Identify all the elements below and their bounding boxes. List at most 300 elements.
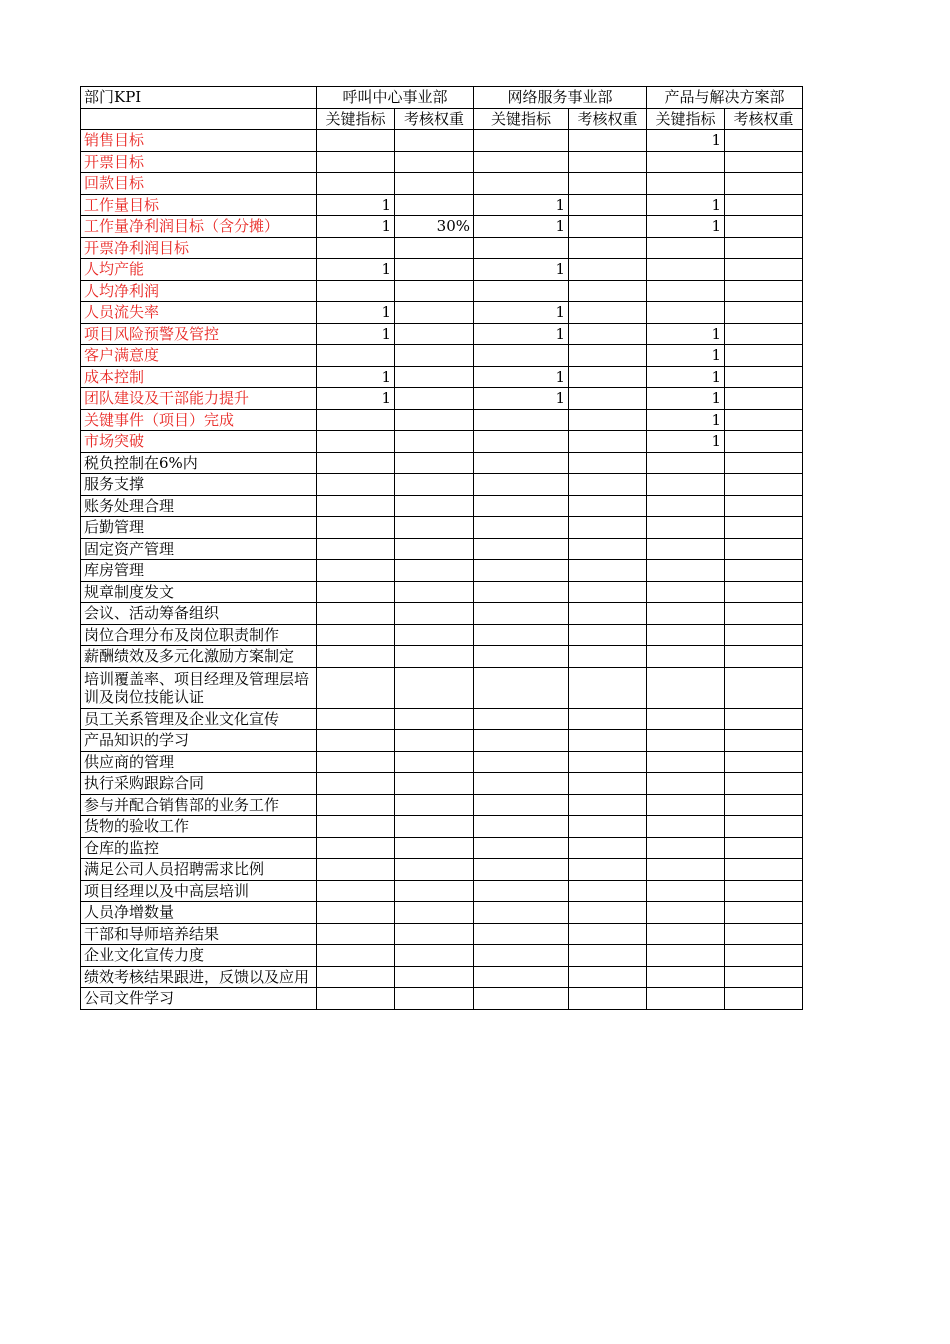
kpi-label: 后勤管理 bbox=[81, 517, 317, 539]
kpi-value-cell bbox=[317, 816, 395, 838]
kpi-value-cell bbox=[395, 837, 474, 859]
kpi-value-cell bbox=[569, 880, 647, 902]
kpi-value-cell bbox=[395, 194, 474, 216]
table-row bbox=[81, 151, 803, 173]
kpi-value-cell bbox=[569, 794, 647, 816]
kpi-value-cell bbox=[725, 366, 803, 388]
kpi-value-cell bbox=[395, 409, 474, 431]
kpi-value-cell bbox=[395, 816, 474, 838]
kpi-value-cell: 1 bbox=[317, 388, 395, 410]
kpi-value-cell bbox=[725, 581, 803, 603]
kpi-value-cell bbox=[395, 988, 474, 1010]
kpi-value-cell bbox=[395, 495, 474, 517]
table-row bbox=[81, 902, 803, 924]
kpi-value-cell bbox=[395, 902, 474, 924]
kpi-value-cell bbox=[647, 538, 725, 560]
kpi-value-cell bbox=[647, 708, 725, 730]
kpi-label: 公司文件学习 bbox=[81, 988, 317, 1010]
table-row bbox=[81, 130, 803, 152]
kpi-value-cell: 1 bbox=[474, 259, 569, 281]
kpi-value-cell bbox=[647, 603, 725, 625]
kpi-value-cell bbox=[395, 452, 474, 474]
table-row bbox=[81, 474, 803, 496]
kpi-value-cell bbox=[569, 773, 647, 795]
kpi-value-cell bbox=[569, 259, 647, 281]
table-row bbox=[81, 603, 803, 625]
kpi-value-cell bbox=[317, 751, 395, 773]
kpi-value-cell bbox=[725, 237, 803, 259]
kpi-value-cell bbox=[317, 624, 395, 646]
kpi-value-cell bbox=[569, 474, 647, 496]
kpi-value-cell bbox=[725, 517, 803, 539]
kpi-value-cell bbox=[647, 259, 725, 281]
kpi-value-cell: 1 bbox=[317, 194, 395, 216]
table-row bbox=[81, 538, 803, 560]
kpi-value-cell bbox=[647, 624, 725, 646]
kpi-value-cell bbox=[395, 603, 474, 625]
kpi-label: 岗位合理分布及岗位职责制作 bbox=[81, 624, 317, 646]
subheader-key-indicator: 关键指标 bbox=[647, 108, 725, 130]
kpi-value-cell bbox=[647, 859, 725, 881]
kpi-value-cell bbox=[474, 538, 569, 560]
kpi-label: 服务支撑 bbox=[81, 474, 317, 496]
kpi-value-cell bbox=[317, 667, 395, 708]
kpi-value-cell bbox=[395, 646, 474, 668]
kpi-value-cell bbox=[569, 837, 647, 859]
kpi-value-cell bbox=[474, 773, 569, 795]
kpi-value-cell bbox=[725, 730, 803, 752]
table-row bbox=[81, 646, 803, 668]
kpi-value-cell bbox=[569, 388, 647, 410]
kpi-value-cell bbox=[395, 237, 474, 259]
kpi-value-cell bbox=[395, 388, 474, 410]
kpi-value-cell bbox=[395, 302, 474, 324]
kpi-value-cell: 1 bbox=[647, 388, 725, 410]
kpi-value-cell bbox=[647, 280, 725, 302]
kpi-value-cell bbox=[647, 730, 725, 752]
kpi-value-cell bbox=[395, 517, 474, 539]
kpi-value-cell: 1 bbox=[317, 302, 395, 324]
kpi-label: 工作量目标 bbox=[81, 194, 317, 216]
kpi-value-cell bbox=[569, 667, 647, 708]
kpi-label: 企业文化宣传力度 bbox=[81, 945, 317, 967]
kpi-table-body bbox=[81, 87, 803, 1010]
table-row bbox=[81, 517, 803, 539]
kpi-value-cell bbox=[725, 794, 803, 816]
kpi-label: 员工关系管理及企业文化宣传 bbox=[81, 708, 317, 730]
kpi-value-cell: 1 bbox=[474, 216, 569, 238]
kpi-value-cell bbox=[317, 452, 395, 474]
kpi-value-cell bbox=[647, 773, 725, 795]
kpi-value-cell: 1 bbox=[647, 345, 725, 367]
kpi-label: 货物的验收工作 bbox=[81, 816, 317, 838]
kpi-value-cell bbox=[725, 923, 803, 945]
kpi-value-cell bbox=[569, 816, 647, 838]
kpi-label: 账务处理合理 bbox=[81, 495, 317, 517]
table-row bbox=[81, 495, 803, 517]
kpi-value-cell bbox=[725, 773, 803, 795]
kpi-value-cell bbox=[317, 151, 395, 173]
kpi-label: 开票目标 bbox=[81, 151, 317, 173]
kpi-value-cell bbox=[569, 130, 647, 152]
kpi-value-cell bbox=[474, 474, 569, 496]
kpi-value-cell bbox=[474, 880, 569, 902]
kpi-label: 会议、活动筹备组织 bbox=[81, 603, 317, 625]
kpi-value-cell bbox=[395, 708, 474, 730]
kpi-value-cell bbox=[725, 837, 803, 859]
kpi-value-cell bbox=[474, 517, 569, 539]
kpi-value-cell bbox=[395, 151, 474, 173]
kpi-value-cell bbox=[474, 345, 569, 367]
kpi-label: 绩效考核结果跟进，反馈以及应用 bbox=[81, 966, 317, 988]
kpi-value-cell bbox=[395, 130, 474, 152]
kpi-value-cell bbox=[725, 409, 803, 431]
kpi-value-cell bbox=[317, 988, 395, 1010]
kpi-value-cell bbox=[647, 923, 725, 945]
kpi-value-cell bbox=[569, 538, 647, 560]
kpi-value-cell bbox=[647, 837, 725, 859]
table-row bbox=[81, 730, 803, 752]
kpi-value-cell bbox=[317, 581, 395, 603]
table-row bbox=[81, 945, 803, 967]
kpi-value-cell: 1 bbox=[647, 194, 725, 216]
kpi-value-cell bbox=[725, 560, 803, 582]
kpi-value-cell bbox=[317, 130, 395, 152]
kpi-value-cell bbox=[647, 474, 725, 496]
kpi-value-cell bbox=[725, 302, 803, 324]
kpi-value-cell bbox=[725, 945, 803, 967]
kpi-value-cell bbox=[647, 646, 725, 668]
kpi-value-cell bbox=[725, 751, 803, 773]
kpi-value-cell: 1 bbox=[647, 130, 725, 152]
kpi-value-cell bbox=[725, 474, 803, 496]
table-row bbox=[81, 988, 803, 1010]
kpi-value-cell bbox=[317, 902, 395, 924]
kpi-value-cell bbox=[474, 173, 569, 195]
kpi-value-cell bbox=[474, 945, 569, 967]
kpi-value-cell bbox=[569, 751, 647, 773]
kpi-value-cell bbox=[569, 945, 647, 967]
kpi-label: 项目风险预警及管控 bbox=[81, 323, 317, 345]
kpi-value-cell bbox=[569, 173, 647, 195]
table-row bbox=[81, 452, 803, 474]
kpi-value-cell bbox=[474, 280, 569, 302]
kpi-label: 规章制度发文 bbox=[81, 581, 317, 603]
kpi-value-cell bbox=[317, 345, 395, 367]
table-title: 部门KPI bbox=[81, 87, 317, 109]
kpi-value-cell: 1 bbox=[647, 409, 725, 431]
kpi-value-cell bbox=[569, 603, 647, 625]
table-row bbox=[81, 409, 803, 431]
table-row bbox=[81, 751, 803, 773]
kpi-value-cell bbox=[317, 538, 395, 560]
kpi-value-cell bbox=[474, 495, 569, 517]
kpi-value-cell bbox=[647, 581, 725, 603]
kpi-value-cell bbox=[569, 923, 647, 945]
kpi-value-cell bbox=[569, 409, 647, 431]
kpi-value-cell bbox=[474, 431, 569, 453]
kpi-value-cell: 1 bbox=[474, 323, 569, 345]
kpi-label: 人员净增数量 bbox=[81, 902, 317, 924]
kpi-value-cell bbox=[725, 130, 803, 152]
header-row-departments bbox=[81, 87, 803, 109]
kpi-value-cell bbox=[474, 837, 569, 859]
kpi-value-cell bbox=[317, 730, 395, 752]
kpi-value-cell: 1 bbox=[474, 388, 569, 410]
kpi-value-cell bbox=[569, 366, 647, 388]
kpi-value-cell: 1 bbox=[317, 259, 395, 281]
kpi-label: 固定资产管理 bbox=[81, 538, 317, 560]
kpi-value-cell bbox=[569, 431, 647, 453]
kpi-value-cell bbox=[395, 966, 474, 988]
table-row bbox=[81, 259, 803, 281]
kpi-value-cell bbox=[725, 280, 803, 302]
kpi-value-cell bbox=[317, 280, 395, 302]
kpi-value-cell bbox=[647, 880, 725, 902]
table-row bbox=[81, 624, 803, 646]
kpi-value-cell bbox=[569, 517, 647, 539]
kpi-value-cell bbox=[569, 194, 647, 216]
kpi-label: 培训覆盖率、项目经理及管理层培训及岗位技能认证 bbox=[81, 667, 317, 708]
header-row-subheaders bbox=[81, 108, 803, 130]
subheader-weight: 考核权重 bbox=[725, 108, 803, 130]
kpi-value-cell bbox=[474, 130, 569, 152]
kpi-label: 人均净利润 bbox=[81, 280, 317, 302]
kpi-value-cell bbox=[647, 495, 725, 517]
kpi-value-cell bbox=[395, 323, 474, 345]
kpi-value-cell bbox=[395, 538, 474, 560]
kpi-value-cell bbox=[317, 173, 395, 195]
kpi-value-cell bbox=[725, 966, 803, 988]
table-row bbox=[81, 173, 803, 195]
kpi-table bbox=[80, 86, 803, 1010]
kpi-value-cell bbox=[317, 431, 395, 453]
kpi-value-cell bbox=[647, 816, 725, 838]
kpi-value-cell bbox=[647, 902, 725, 924]
kpi-value-cell bbox=[395, 560, 474, 582]
kpi-value-cell bbox=[317, 560, 395, 582]
kpi-value-cell bbox=[569, 495, 647, 517]
kpi-label: 团队建设及干部能力提升 bbox=[81, 388, 317, 410]
kpi-value-cell bbox=[569, 646, 647, 668]
kpi-value-cell bbox=[725, 624, 803, 646]
kpi-value-cell bbox=[647, 302, 725, 324]
subheader-weight: 考核权重 bbox=[569, 108, 647, 130]
kpi-value-cell bbox=[725, 667, 803, 708]
kpi-value-cell bbox=[569, 966, 647, 988]
kpi-label: 人均产能 bbox=[81, 259, 317, 281]
kpi-value-cell bbox=[725, 880, 803, 902]
table-row bbox=[81, 366, 803, 388]
kpi-value-cell bbox=[317, 603, 395, 625]
kpi-label: 参与并配合销售部的业务工作 bbox=[81, 794, 317, 816]
kpi-value-cell bbox=[647, 751, 725, 773]
kpi-value-cell bbox=[395, 345, 474, 367]
table-row bbox=[81, 345, 803, 367]
kpi-value-cell bbox=[647, 237, 725, 259]
kpi-value-cell bbox=[725, 859, 803, 881]
kpi-value-cell bbox=[725, 151, 803, 173]
kpi-value-cell bbox=[569, 216, 647, 238]
kpi-value-cell bbox=[647, 517, 725, 539]
kpi-value-cell bbox=[474, 237, 569, 259]
kpi-value-cell bbox=[474, 816, 569, 838]
kpi-value-cell bbox=[395, 667, 474, 708]
kpi-value-cell bbox=[725, 708, 803, 730]
kpi-value-cell bbox=[395, 859, 474, 881]
kpi-value-cell bbox=[647, 452, 725, 474]
table-row bbox=[81, 816, 803, 838]
kpi-value-cell bbox=[474, 667, 569, 708]
subheader-blank bbox=[81, 108, 317, 130]
kpi-value-cell bbox=[474, 409, 569, 431]
kpi-value-cell bbox=[317, 923, 395, 945]
kpi-label: 库房管理 bbox=[81, 560, 317, 582]
kpi-value-cell: 1 bbox=[317, 366, 395, 388]
table-row bbox=[81, 708, 803, 730]
kpi-value-cell bbox=[317, 837, 395, 859]
kpi-value-cell bbox=[395, 474, 474, 496]
subheader-weight: 考核权重 bbox=[395, 108, 474, 130]
kpi-label: 客户满意度 bbox=[81, 345, 317, 367]
kpi-value-cell bbox=[395, 751, 474, 773]
kpi-label: 成本控制 bbox=[81, 366, 317, 388]
kpi-value-cell bbox=[569, 345, 647, 367]
kpi-value-cell: 1 bbox=[647, 323, 725, 345]
kpi-value-cell bbox=[725, 538, 803, 560]
kpi-value-cell bbox=[395, 624, 474, 646]
kpi-value-cell bbox=[725, 194, 803, 216]
kpi-value-cell bbox=[317, 474, 395, 496]
kpi-value-cell bbox=[647, 560, 725, 582]
kpi-value-cell bbox=[725, 216, 803, 238]
kpi-value-cell bbox=[474, 923, 569, 945]
kpi-value-cell bbox=[569, 323, 647, 345]
kpi-label: 开票净利润目标 bbox=[81, 237, 317, 259]
kpi-value-cell bbox=[395, 923, 474, 945]
table-row bbox=[81, 431, 803, 453]
kpi-value-cell bbox=[317, 945, 395, 967]
kpi-value-cell bbox=[647, 945, 725, 967]
table-row bbox=[81, 667, 803, 708]
kpi-value-cell bbox=[395, 880, 474, 902]
kpi-label: 关键事件（项目）完成 bbox=[81, 409, 317, 431]
kpi-value-cell bbox=[395, 173, 474, 195]
table-row bbox=[81, 323, 803, 345]
kpi-value-cell bbox=[474, 751, 569, 773]
kpi-value-cell: 1 bbox=[474, 302, 569, 324]
kpi-value-cell bbox=[474, 988, 569, 1010]
kpi-value-cell bbox=[474, 859, 569, 881]
kpi-value-cell bbox=[395, 730, 474, 752]
kpi-value-cell: 1 bbox=[474, 366, 569, 388]
kpi-value-cell bbox=[395, 794, 474, 816]
kpi-value-cell bbox=[725, 323, 803, 345]
kpi-label: 供应商的管理 bbox=[81, 751, 317, 773]
kpi-value-cell bbox=[317, 646, 395, 668]
table-row bbox=[81, 237, 803, 259]
kpi-value-cell bbox=[317, 794, 395, 816]
kpi-value-cell bbox=[474, 902, 569, 924]
kpi-value-cell bbox=[647, 151, 725, 173]
kpi-value-cell bbox=[317, 966, 395, 988]
table-row bbox=[81, 837, 803, 859]
table-row bbox=[81, 560, 803, 582]
kpi-label: 产品知识的学习 bbox=[81, 730, 317, 752]
kpi-value-cell bbox=[317, 237, 395, 259]
kpi-value-cell bbox=[317, 859, 395, 881]
kpi-value-cell: 1 bbox=[647, 431, 725, 453]
table-row bbox=[81, 794, 803, 816]
kpi-value-cell bbox=[474, 151, 569, 173]
kpi-value-cell bbox=[395, 773, 474, 795]
kpi-value-cell bbox=[725, 816, 803, 838]
kpi-value-cell: 1 bbox=[317, 323, 395, 345]
kpi-value-cell bbox=[317, 517, 395, 539]
kpi-value-cell bbox=[725, 259, 803, 281]
kpi-value-cell bbox=[474, 708, 569, 730]
kpi-value-cell bbox=[569, 151, 647, 173]
kpi-value-cell bbox=[569, 624, 647, 646]
kpi-value-cell bbox=[725, 173, 803, 195]
kpi-label: 税负控制在6%内 bbox=[81, 452, 317, 474]
kpi-value-cell bbox=[474, 730, 569, 752]
table-row bbox=[81, 280, 803, 302]
kpi-value-cell bbox=[317, 773, 395, 795]
kpi-label: 市场突破 bbox=[81, 431, 317, 453]
kpi-label: 回款目标 bbox=[81, 173, 317, 195]
kpi-value-cell bbox=[569, 708, 647, 730]
kpi-value-cell bbox=[474, 452, 569, 474]
kpi-value-cell bbox=[725, 646, 803, 668]
kpi-value-cell bbox=[474, 581, 569, 603]
kpi-value-cell bbox=[647, 988, 725, 1010]
kpi-value-cell bbox=[569, 452, 647, 474]
kpi-value-cell bbox=[725, 431, 803, 453]
table-row bbox=[81, 216, 803, 238]
kpi-value-cell bbox=[395, 366, 474, 388]
kpi-value-cell bbox=[725, 603, 803, 625]
kpi-value-cell bbox=[569, 859, 647, 881]
table-row bbox=[81, 859, 803, 881]
table-row bbox=[81, 388, 803, 410]
kpi-label: 薪酬绩效及多元化激励方案制定 bbox=[81, 646, 317, 668]
table-row bbox=[81, 966, 803, 988]
kpi-value-cell bbox=[317, 495, 395, 517]
kpi-value-cell bbox=[317, 708, 395, 730]
kpi-label: 满足公司人员招聘需求比例 bbox=[81, 859, 317, 881]
table-row bbox=[81, 581, 803, 603]
kpi-value-cell bbox=[395, 259, 474, 281]
kpi-value-cell bbox=[647, 794, 725, 816]
kpi-label: 项目经理以及中高层培训 bbox=[81, 880, 317, 902]
kpi-value-cell bbox=[647, 667, 725, 708]
kpi-value-cell: 1 bbox=[647, 216, 725, 238]
dept-header-product-solution: 产品与解决方案部 bbox=[647, 87, 803, 109]
subheader-key-indicator: 关键指标 bbox=[317, 108, 395, 130]
kpi-value-cell bbox=[569, 581, 647, 603]
kpi-value-cell: 1 bbox=[317, 216, 395, 238]
table-row bbox=[81, 194, 803, 216]
kpi-value-cell bbox=[725, 495, 803, 517]
kpi-label: 执行采购跟踪合同 bbox=[81, 773, 317, 795]
kpi-value-cell bbox=[569, 988, 647, 1010]
kpi-value-cell bbox=[474, 560, 569, 582]
kpi-value-cell bbox=[317, 880, 395, 902]
kpi-value-cell bbox=[647, 966, 725, 988]
kpi-value-cell bbox=[395, 581, 474, 603]
kpi-value-cell bbox=[569, 730, 647, 752]
